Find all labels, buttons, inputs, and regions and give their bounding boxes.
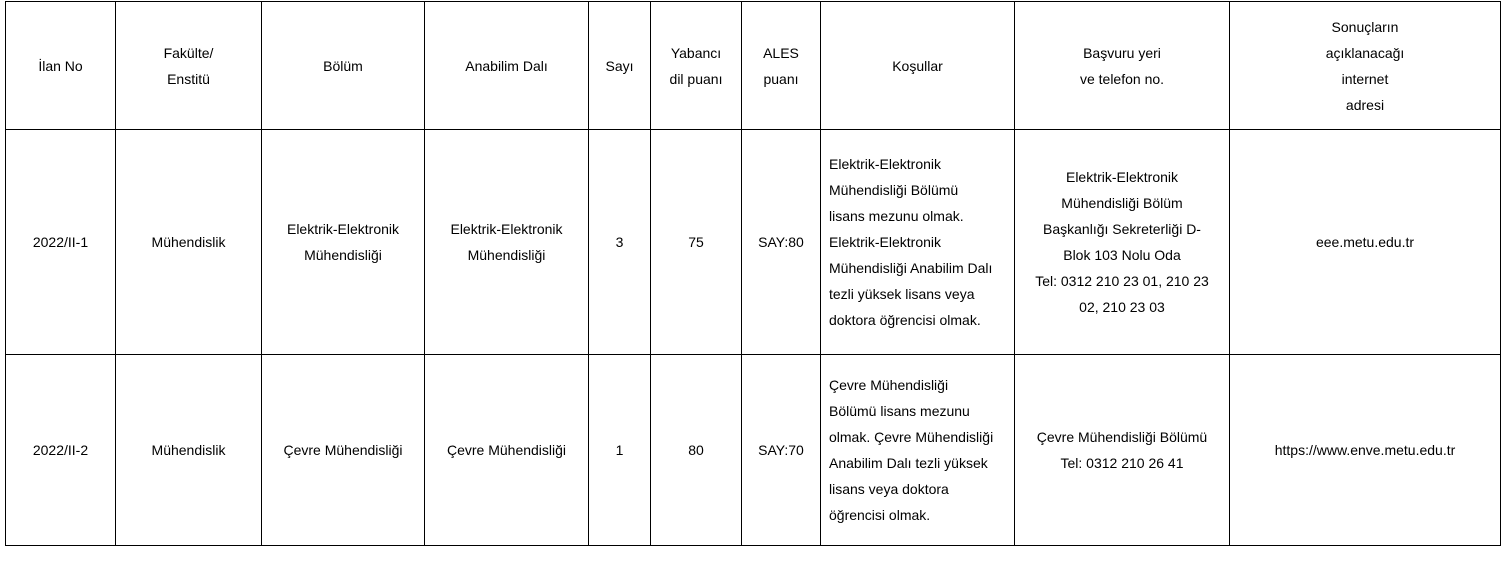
- header-ilan-no: İlan No: [6, 2, 116, 130]
- header-yabanci-dil-puani: Yabancı dil puanı: [651, 2, 742, 130]
- header-ales-puani: ALES puanı: [742, 2, 821, 130]
- cell-ilan-no: 2022/II-1: [6, 130, 116, 355]
- cell-anabilim-dali: Çevre Mühendisliği: [425, 355, 589, 546]
- header-kosullar: Koşullar: [821, 2, 1015, 130]
- announcement-table: [5, 1, 1501, 546]
- cell-sayi: 1: [589, 355, 651, 546]
- cell-bolum: Çevre Mühendisliği: [262, 355, 425, 546]
- header-bolum: Bölüm: [262, 2, 425, 130]
- cell-basvuru-yeri: Elektrik-Elektronik Mühendisliği Bölüm Başkanlığı Sekreterliği D- Blok 103 Nolu Oda Tel: 0312 210 23 01, 210 23 02, 210 23 03: [1015, 130, 1230, 355]
- cell-bolum: Elektrik-Elektronik Mühendisliği: [262, 130, 425, 355]
- cell-sonuc-adresi: https://www.enve.metu.edu.tr: [1230, 355, 1501, 546]
- header-anabilim-dali: Anabilim Dalı: [425, 2, 589, 130]
- cell-sayi: 3: [589, 130, 651, 355]
- header-sayi: Sayı: [589, 2, 651, 130]
- announcement-table-container: [5, 1, 1501, 546]
- cell-ilan-no: 2022/II-2: [6, 355, 116, 546]
- cell-yabanci-dil-puani: 75: [651, 130, 742, 355]
- cell-basvuru-yeri: Çevre Mühendisliği Bölümü Tel: 0312 210 26 41: [1015, 355, 1230, 546]
- cell-yabanci-dil-puani: 80: [651, 355, 742, 546]
- header-sonuc-adresi: Sonuçların açıklanacağı internet adresi: [1230, 2, 1501, 130]
- cell-kosullar: Elektrik-Elektronik Mühendisliği Bölümü lisans mezunu olmak. Elektrik-Elektronik Mühendisliği Anabilim Dalı tezli yüksek lisans veya doktora öğrencisi olmak.: [821, 130, 1015, 355]
- cell-ales-puani: SAY:80: [742, 130, 821, 355]
- cell-fakulte: Mühendislik: [116, 355, 262, 546]
- header-fakulte: Fakülte/ Enstitü: [116, 2, 262, 130]
- header-row: [6, 2, 1501, 130]
- cell-sonuc-adresi: eee.metu.edu.tr: [1230, 130, 1501, 355]
- cell-anabilim-dali: Elektrik-Elektronik Mühendisliği: [425, 130, 589, 355]
- table-row: [6, 130, 1501, 355]
- cell-kosullar: Çevre Mühendisliği Bölümü lisans mezunu olmak. Çevre Mühendisliği Anabilim Dalı tezli yüksek lisans veya doktora öğrencisi olmak.: [821, 355, 1015, 546]
- cell-fakulte: Mühendislik: [116, 130, 262, 355]
- cell-ales-puani: SAY:70: [742, 355, 821, 546]
- header-basvuru-yeri: Başvuru yeri ve telefon no.: [1015, 2, 1230, 130]
- table-row: [6, 355, 1501, 546]
